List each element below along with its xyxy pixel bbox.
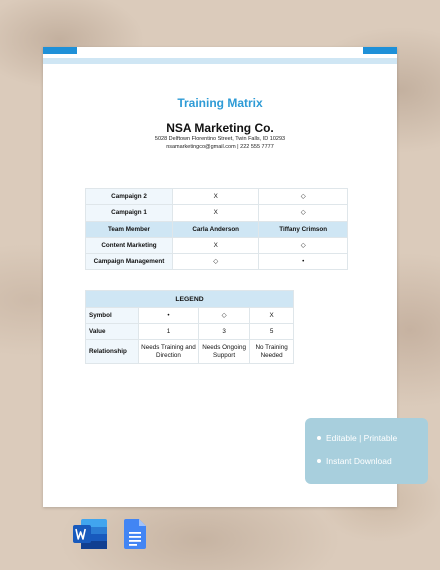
legend-cell: X [250,308,294,324]
header-strip [43,58,397,64]
row-label: Symbol [86,308,139,324]
header-accent-left [43,47,77,54]
column-header: Team Member [86,221,173,237]
column-header: Carla Anderson [173,221,259,237]
table-row [86,237,348,253]
legend-title: LEGEND [86,291,294,308]
row-label: Campaign 1 [86,205,173,221]
table-row [86,340,294,364]
feature-item [317,433,397,443]
bullet-icon [317,459,321,463]
matrix-cell: ◇ [259,205,348,221]
column-header: Tiffany Crimson [259,221,348,237]
row-label: Value [86,324,139,340]
legend-cell: No Training Needed [250,340,294,364]
legend-cell: 5 [250,324,294,340]
matrix-cell: ◇ [259,189,348,205]
legend-cell: • [139,308,199,324]
table-row [86,324,294,340]
legend-cell: Needs Ongoing Support [198,340,249,364]
feature-label: Instant Download [326,456,392,466]
table-row [86,254,348,270]
table-row [86,189,348,205]
row-label: Content Marketing [86,237,173,253]
header-accent-right [363,47,397,54]
legend-title-row [86,291,294,308]
legend-table [85,290,294,364]
legend-cell: Needs Training and Direction [139,340,199,364]
matrix-cell: X [173,205,259,221]
table-row [86,205,348,221]
row-label: Campaign 2 [86,189,173,205]
company-contact: nsamarketingco@gmail.com | 222 555 7777 [166,144,274,150]
company-name: NSA Marketing Co. [166,121,274,135]
table-header-row [86,221,348,237]
matrix-cell: ◇ [259,237,348,253]
matrix-cell: ◇ [173,254,259,270]
row-label: Relationship [86,340,139,364]
company-address: 5028 Delftown Florentino Street, Twin Falls, ID 10293 [154,136,286,142]
legend-cell: ◇ [198,308,249,324]
document-title: Training Matrix [177,96,263,110]
table-row [86,308,294,324]
legend-cell: 3 [198,324,249,340]
microsoft-word-icon[interactable] [73,519,107,549]
features-badge [305,418,428,484]
training-matrix-table [85,188,348,270]
matrix-cell: X [173,237,259,253]
bullet-icon [317,436,321,440]
feature-item [317,456,392,466]
legend-cell: 1 [139,324,199,340]
google-docs-icon[interactable] [124,519,146,549]
feature-label: Editable | Printable [326,433,398,443]
matrix-cell: X [173,189,259,205]
matrix-cell: • [259,254,348,270]
row-label: Campaign Management [86,254,173,270]
